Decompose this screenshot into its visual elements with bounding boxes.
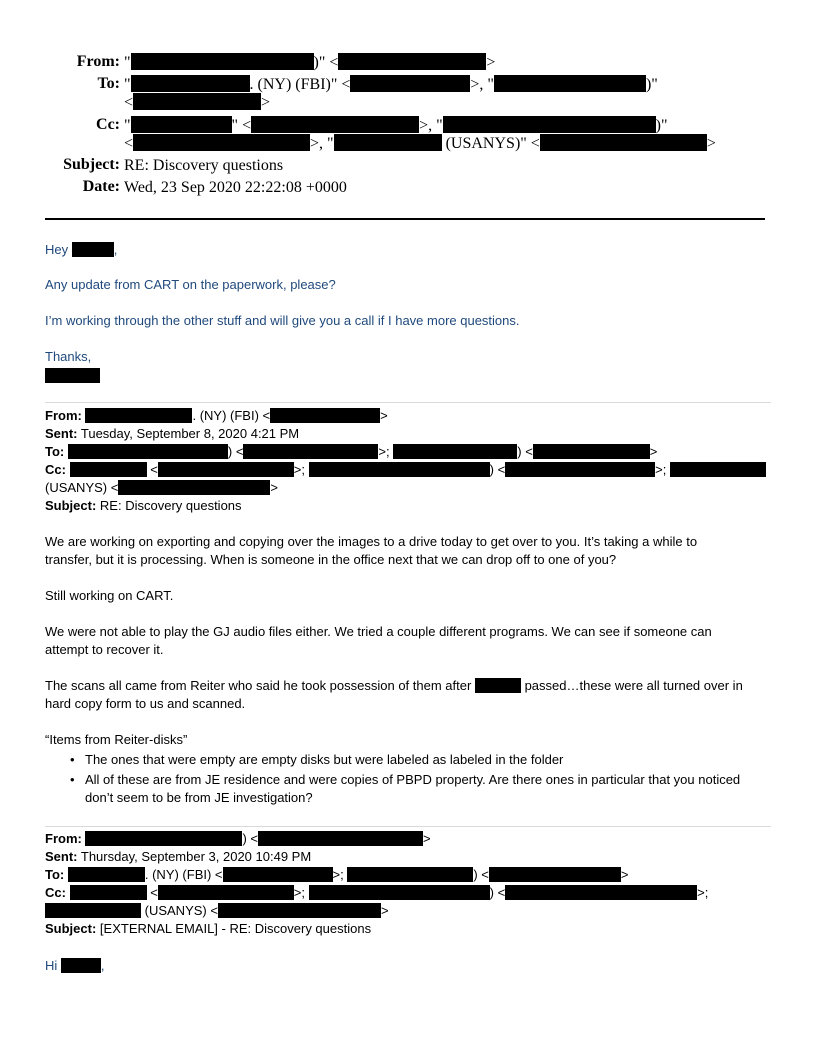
redaction bbox=[338, 53, 486, 70]
msg2-paragraph: attempt to recover it. bbox=[45, 642, 164, 657]
cc-value: " " < >, " )" bbox=[124, 117, 668, 134]
to-value-cont: < > bbox=[124, 94, 271, 111]
redaction bbox=[118, 480, 270, 495]
redaction bbox=[309, 462, 490, 477]
header-divider bbox=[45, 218, 765, 220]
redaction bbox=[61, 958, 101, 973]
msg3-sent: Sent: Thursday, September 3, 2020 10:49 PM bbox=[45, 849, 312, 864]
msg2-paragraph: The scans all came from Reiter who said he took possession of them after passed…these were all turned over in bbox=[45, 678, 743, 693]
redaction bbox=[158, 462, 294, 477]
redaction bbox=[70, 885, 147, 900]
redaction bbox=[223, 867, 333, 882]
subject-label: Subject: bbox=[63, 156, 120, 173]
msg2-paragraph: transfer, but it is processing. When is someone in the office next that we can drop off to one of you? bbox=[45, 552, 617, 567]
msg3-from: From: ) < > bbox=[45, 831, 431, 846]
redaction bbox=[334, 134, 442, 151]
reply-closing: Thanks, bbox=[45, 349, 92, 364]
redaction bbox=[443, 116, 656, 133]
redaction bbox=[45, 903, 141, 918]
bullet-dot: • bbox=[70, 752, 75, 767]
list-item-cont: don’t seem to be from JE investigation? bbox=[85, 790, 313, 805]
redaction bbox=[85, 831, 242, 846]
msg2-subject: Subject: RE: Discovery questions bbox=[45, 498, 242, 513]
redaction bbox=[505, 885, 697, 900]
redaction bbox=[393, 444, 517, 459]
from-label: From: bbox=[76, 53, 120, 70]
redaction bbox=[68, 867, 145, 882]
reply-signature bbox=[45, 367, 100, 384]
reply-paragraph: I’m working through the other stuff and will give you a call if I have more questions. bbox=[45, 313, 520, 328]
msg2-paragraph: Still working on CART. bbox=[45, 588, 174, 603]
reply-paragraph: Any update from CART on the paperwork, please? bbox=[45, 277, 336, 292]
to-label: To: bbox=[97, 75, 120, 92]
redaction bbox=[133, 93, 261, 110]
redaction bbox=[243, 444, 378, 459]
msg2-from: From: . (NY) (FBI) < > bbox=[45, 408, 388, 423]
msg2-paragraph: hard copy form to us and scanned. bbox=[45, 696, 246, 711]
list-item: All of these are from JE residence and were copies of PBPD property. Are there ones in particular that you noticed bbox=[85, 772, 741, 787]
cc-label: Cc: bbox=[96, 116, 120, 133]
message-divider bbox=[45, 826, 771, 827]
redaction bbox=[475, 678, 521, 693]
msg2-list-title: “Items from Reiter-disks” bbox=[45, 732, 188, 747]
redaction bbox=[131, 116, 232, 133]
redaction bbox=[85, 408, 192, 423]
redaction bbox=[670, 462, 766, 477]
redaction bbox=[133, 134, 310, 151]
redaction bbox=[131, 53, 314, 70]
redaction bbox=[45, 368, 100, 383]
msg3-subject: Subject: [EXTERNAL EMAIL] - RE: Discovery questions bbox=[45, 921, 372, 936]
redaction bbox=[494, 75, 646, 92]
redaction bbox=[251, 116, 419, 133]
redaction bbox=[347, 867, 473, 882]
redaction bbox=[505, 462, 655, 477]
subject-value: RE: Discovery questions bbox=[124, 157, 284, 174]
redaction bbox=[489, 867, 621, 882]
to-value: " . (NY) (FBI)" < >, " )" bbox=[124, 76, 658, 93]
redaction bbox=[309, 885, 490, 900]
redaction bbox=[70, 462, 147, 477]
redaction bbox=[68, 444, 228, 459]
message-divider bbox=[45, 402, 771, 403]
msg2-sent: Sent: Tuesday, September 8, 2020 4:21 PM bbox=[45, 426, 300, 441]
redaction bbox=[258, 831, 423, 846]
msg2-paragraph: We were not able to play the GJ audio files either. We tried a couple different programs. We can see if someone can bbox=[45, 624, 712, 639]
msg2-cc-cont: (USANYS) < > bbox=[45, 480, 278, 495]
redaction bbox=[72, 242, 114, 257]
list-item: The ones that were empty are empty disks but were labeled as labeled in the folder bbox=[85, 752, 564, 767]
redaction bbox=[540, 134, 707, 151]
msg3-greeting: Hi , bbox=[45, 958, 105, 973]
msg2-to: To: ) < >; ) < > bbox=[45, 444, 658, 459]
date-value: Wed, 23 Sep 2020 22:22:08 +0000 bbox=[124, 179, 347, 196]
reply-greeting: Hey , bbox=[45, 242, 118, 257]
bullet-dot: • bbox=[70, 772, 75, 787]
cc-value-cont: < >, " (USANYS)" < > bbox=[124, 135, 716, 152]
from-value: " )" < > bbox=[124, 54, 496, 71]
redaction bbox=[270, 408, 380, 423]
redaction bbox=[218, 903, 381, 918]
redaction bbox=[533, 444, 650, 459]
redaction bbox=[350, 75, 470, 92]
redaction bbox=[158, 885, 294, 900]
msg3-to: To: . (NY) (FBI) < >; ) < > bbox=[45, 867, 629, 882]
redaction bbox=[131, 75, 250, 92]
msg3-cc: Cc: < >; ) < >; bbox=[45, 885, 709, 900]
msg2-cc: Cc: < >; ) < >; bbox=[45, 461, 766, 478]
msg3-cc-cont: (USANYS) < > bbox=[45, 902, 389, 919]
date-label: Date: bbox=[82, 178, 120, 195]
msg2-paragraph: We are working on exporting and copying over the images to a drive today to get over to you. It’s taking a while to bbox=[45, 534, 698, 549]
